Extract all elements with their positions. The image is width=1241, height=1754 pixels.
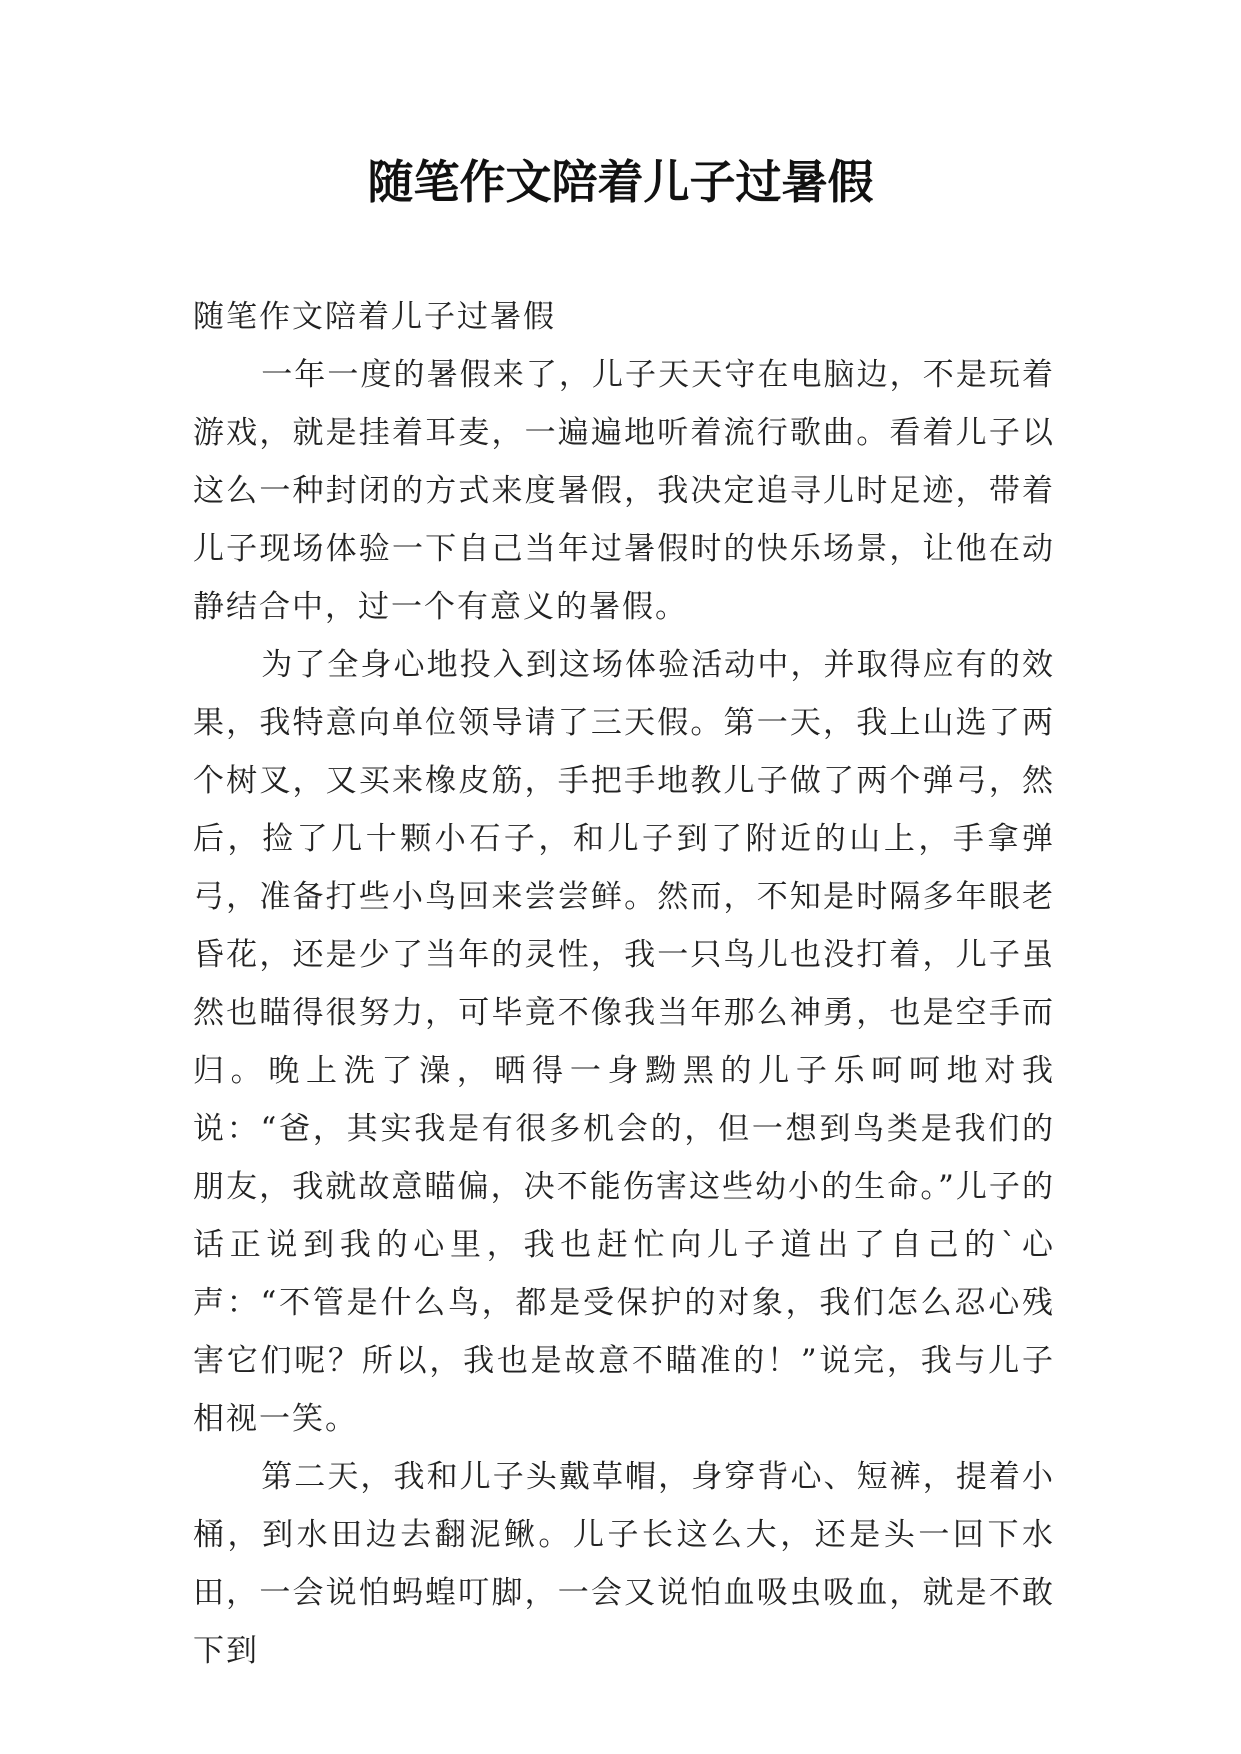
document-body bbox=[193, 288, 1055, 1680]
document-title: 随笔作文陪着儿子过暑假 bbox=[367, 155, 874, 209]
paragraph-2: 为了全身心地投入到这场体验活动中，并取得应有的效果，我特意向单位领导请了三天假。第一天，我上山选了两个树叉，又买来橡皮筋，手把手地教儿子做了两个弹弓，然后，捡了几十颗小石子，和儿子到了附近的山上，手拿弹弓，准备打些小鸟回来尝尝鲜。然而，不知是时隔多年眼老昏花，还是少了当年的灵性，我一只鸟儿也没打着，儿子虽然也瞄得很努力，可毕竟不像我当年那么神勇，也是空手而归。晚上洗了澡，晒得一身黝黑的儿子乐呵呵地对我说：“爸，其实我是有很多机会的，但一想到鸟类是我们的朋友，我就故意瞄偏，决不能伤害这些幼小的生命。”儿子的话正说到我的心里，我也赶忙向儿子道出了自己的`心声：“不管是什么鸟，都是受保护的对象，我们怎么忍心残害它们呢？所以，我也是故意不瞄准的！”说完，我与儿子相视一笑。 bbox=[193, 647, 1055, 1437]
paragraph-3: 第二天，我和儿子头戴草帽，身穿背心、短裤，提着小桶，到水田边去翻泥鳅。儿子长这么大，还是头一回下水田，一会说怕蚂蝗叮脚，一会又说怕血吸虫吸血，就是不敢下到 bbox=[193, 1459, 1055, 1669]
document-subtitle: 随笔作文陪着儿子过暑假 bbox=[193, 299, 556, 335]
paragraph-1: 一年一度的暑假来了，儿子天天守在电脑边，不是玩着游戏，就是挂着耳麦，一遍遍地听着流行歌曲。看着儿子以这么一种封闭的方式来度暑假，我决定追寻儿时足迹，带着儿子现场体验一下自己当年过暑假时的快乐场景，让他在动静结合中，过一个有意义的暑假。 bbox=[193, 357, 1055, 625]
